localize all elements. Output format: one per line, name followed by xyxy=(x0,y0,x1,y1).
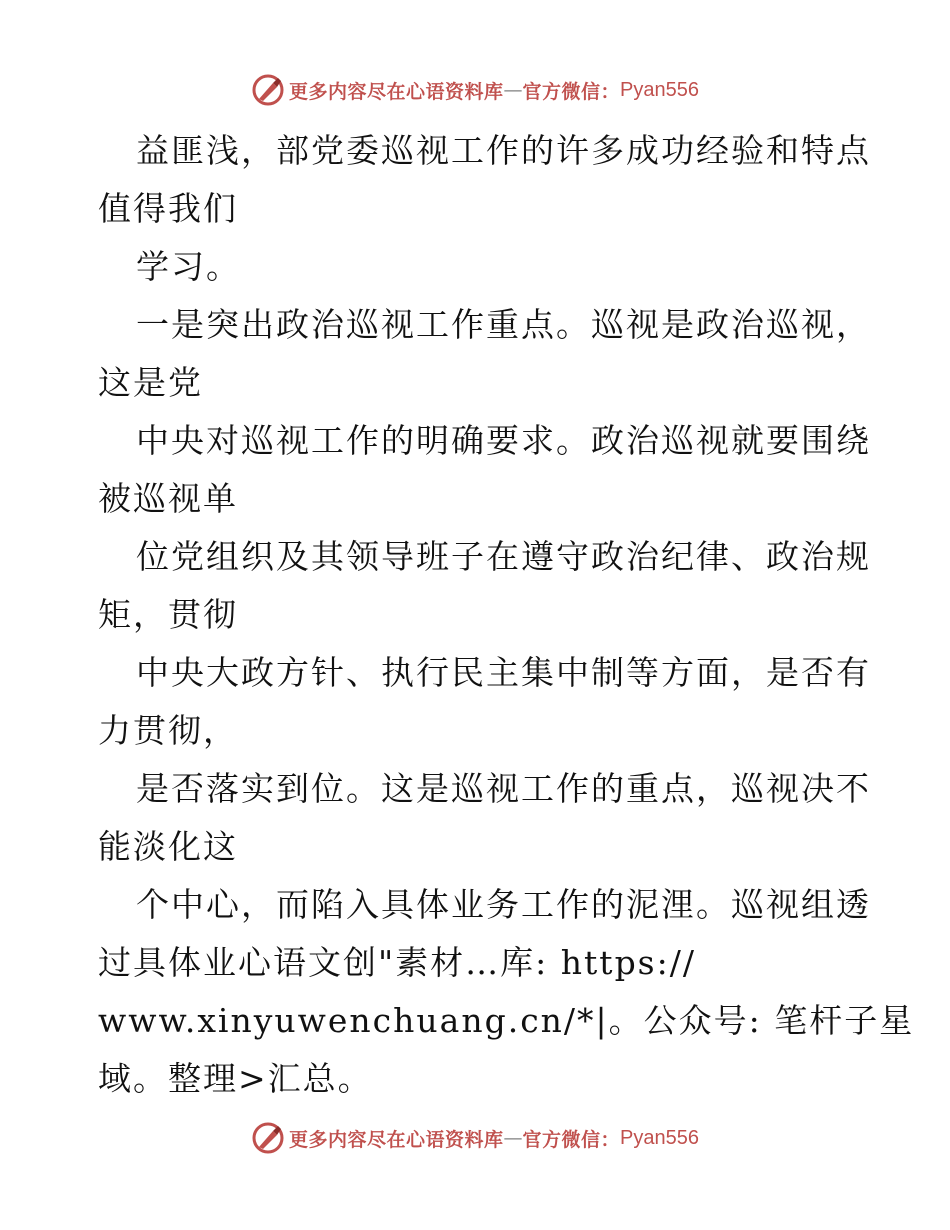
body-line: 位党组织及其领导班子在遵守政治纪律、政治规 xyxy=(136,537,871,576)
body-line: 域。整理>汇总。 xyxy=(98,1059,373,1098)
body-line: 力贯彻， xyxy=(98,711,238,750)
body-line: 能淡化这 xyxy=(98,827,238,866)
document-body xyxy=(98,122,915,1108)
header-banner xyxy=(0,70,950,110)
body-line: 被巡视单 xyxy=(98,479,238,518)
footer-dash: — xyxy=(503,1127,523,1149)
header-wechat-label: 官方微信： xyxy=(522,80,621,103)
body-line: 这是党 xyxy=(98,363,203,402)
pen-logo-icon xyxy=(251,73,285,107)
body-line: 过具体业心语文创"素材…库: https:// xyxy=(98,943,696,982)
body-line: www.xinyuwenchuang.cn/*|。公众号: 笔杆子星 xyxy=(98,1001,915,1040)
footer-wechat-label: 官方微信： xyxy=(522,1128,621,1151)
body-line: 是否落实到位。这是巡视工作的重点，巡视决不 xyxy=(136,769,871,808)
body-line: 中央大政方针、执行民主集中制等方面，是否有 xyxy=(136,653,871,692)
body-line: 一是突出政治巡视工作重点。巡视是政治巡视， xyxy=(136,305,871,344)
body-line: 学习。 xyxy=(136,247,241,286)
footer-banner xyxy=(0,1118,950,1158)
header-wechat-id: Pyan556 xyxy=(620,78,699,101)
header-dash: — xyxy=(503,79,523,101)
pen-logo-icon xyxy=(251,1121,285,1155)
body-line: 值得我们 xyxy=(98,189,238,228)
body-line: 益匪浅，部党委巡视工作的许多成功经验和特点 xyxy=(136,131,871,170)
header-brand-text: 更多内容尽在心语资料库 xyxy=(289,80,504,103)
body-line: 中央对巡视工作的明确要求。政治巡视就要围绕 xyxy=(136,421,871,460)
footer-wechat-id: Pyan556 xyxy=(620,1126,699,1149)
footer-brand-text: 更多内容尽在心语资料库 xyxy=(289,1128,504,1151)
body-line: 个中心，而陷入具体业务工作的泥浬。巡视组透 xyxy=(136,885,871,924)
body-line: 矩，贯彻 xyxy=(98,595,238,634)
